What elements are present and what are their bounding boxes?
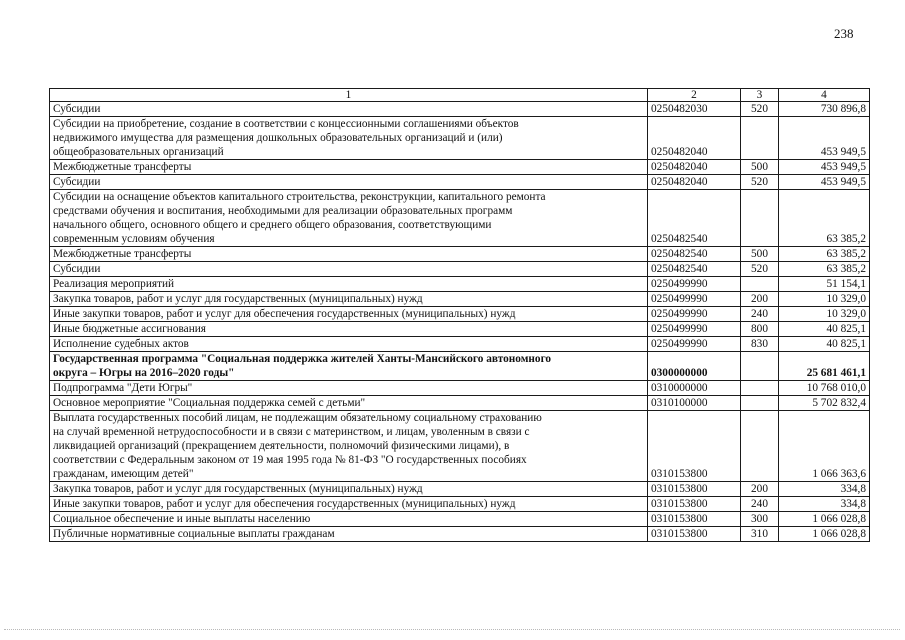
row-name-text: Основное мероприятие "Социальная поддержка семей с детьми" [53, 397, 366, 409]
row-code-cell: 0310153800 [648, 512, 741, 527]
row-type-cell [741, 381, 779, 396]
header-cell-code: 2 [648, 89, 741, 102]
row-type-cell: 310 [741, 527, 779, 542]
table-row [50, 117, 870, 160]
row-name-cell [50, 527, 648, 542]
row-name-text: Межбюджетные трансферты [53, 161, 192, 173]
row-type-cell [741, 277, 779, 292]
row-name-text: Иные закупки товаров, работ и услуг для обеспечения государственных (муниципальных) нужд [53, 308, 516, 320]
row-name-cell [50, 277, 648, 292]
row-code-cell: 0250499990 [648, 322, 741, 337]
row-name-text: Иные бюджетные ассигнования [53, 323, 206, 335]
row-sum-cell: 40 825,1 [779, 337, 870, 352]
row-code-cell: 0250499990 [648, 292, 741, 307]
table-header-row [50, 89, 870, 102]
row-name-text: Субсидии [53, 103, 101, 115]
table-row [50, 160, 870, 175]
row-sum-cell: 40 825,1 [779, 322, 870, 337]
row-sum-cell: 10 768 010,0 [779, 381, 870, 396]
row-type-cell: 500 [741, 247, 779, 262]
row-type-cell: 520 [741, 175, 779, 190]
row-sum-cell: 453 949,5 [779, 175, 870, 190]
header-cell-name: 1 [50, 89, 648, 102]
row-sum-cell: 51 154,1 [779, 277, 870, 292]
row-name-cell [50, 117, 648, 160]
row-name-text: Иные закупки товаров, работ и услуг для обеспечения государственных (муниципальных) нужд [53, 498, 516, 510]
row-sum-cell: 63 385,2 [779, 190, 870, 247]
row-type-cell: 800 [741, 322, 779, 337]
row-name-cell [50, 190, 648, 247]
row-sum-cell: 730 896,8 [779, 102, 870, 117]
table-row [50, 247, 870, 262]
row-type-cell: 240 [741, 497, 779, 512]
row-sum-cell: 10 329,0 [779, 307, 870, 322]
row-sum-cell: 453 949,5 [779, 160, 870, 175]
row-name-text: Исполнение судебных актов [53, 338, 189, 350]
header-cell-type: 3 [741, 89, 779, 102]
row-sum-cell: 334,8 [779, 482, 870, 497]
row-name-cell [50, 396, 648, 411]
row-sum-cell: 25 681 461,1 [779, 352, 870, 381]
row-type-cell [741, 117, 779, 160]
row-name-text: Реализация мероприятий [53, 278, 175, 290]
row-sum-cell: 1 066 363,6 [779, 411, 870, 482]
row-code-cell: 0250482030 [648, 102, 741, 117]
table-row [50, 262, 870, 277]
row-name-cell [50, 322, 648, 337]
row-name-text: Субсидии на приобретение, создание в соответствии с концессионными соглашениями объектов недвижимого имущества для размещения дошкольных образовательных организаций и (или) общеобразовательных организаций [53, 118, 519, 158]
table-row [50, 512, 870, 527]
row-code-cell: 0250482540 [648, 190, 741, 247]
budget-table [49, 88, 870, 542]
table-row [50, 292, 870, 307]
row-sum-cell: 10 329,0 [779, 292, 870, 307]
page-number: 238 [834, 26, 854, 41]
row-name-text: Субсидии [53, 263, 101, 275]
row-type-cell: 240 [741, 307, 779, 322]
row-name-cell [50, 160, 648, 175]
row-name-text: Субсидии [53, 176, 101, 188]
row-type-cell: 500 [741, 160, 779, 175]
row-type-cell: 300 [741, 512, 779, 527]
row-sum-cell: 63 385,2 [779, 247, 870, 262]
row-code-cell: 0250482540 [648, 262, 741, 277]
row-code-cell: 0250482040 [648, 175, 741, 190]
table-row [50, 482, 870, 497]
row-name-cell [50, 247, 648, 262]
table-row [50, 337, 870, 352]
row-code-cell: 0310000000 [648, 381, 741, 396]
row-name-text: Выплата государственных пособий лицам, не подлежащим обязательному социальному страхованию на случай временной нетрудоспособности и в связи с материнством, и лицам, уволенным в связи с ликвидацией организаций (прекращением деятельности, полномочий физическими лицами), в соответствии с Федеральным законом от 19 мая 1995 года № 81-ФЗ "О государственных пособиях гражданам, имеющим детей" [53, 412, 542, 480]
row-name-cell [50, 497, 648, 512]
row-code-cell: 0310153800 [648, 482, 741, 497]
row-type-cell [741, 352, 779, 381]
row-sum-cell: 63 385,2 [779, 262, 870, 277]
row-code-cell: 0250499990 [648, 307, 741, 322]
row-code-cell: 0310153800 [648, 527, 741, 542]
row-name-cell [50, 512, 648, 527]
row-type-cell: 200 [741, 292, 779, 307]
row-name-cell [50, 482, 648, 497]
row-code-cell: 0250499990 [648, 337, 741, 352]
table-row [50, 307, 870, 322]
row-name-text: Государственная программа "Социальная поддержка жителей Ханты-Мансийского автономного округа – Югры на 2016–2020 годы" [53, 353, 552, 379]
row-name-text: Межбюджетные трансферты [53, 248, 192, 260]
row-type-cell [741, 190, 779, 247]
table-row [50, 411, 870, 482]
table-row [50, 497, 870, 512]
row-name-text: Подпрограмма "Дети Югры" [53, 382, 193, 394]
header-cell-sum: 4 [779, 89, 870, 102]
row-name-text: Публичные нормативные социальные выплаты гражданам [53, 528, 335, 540]
row-name-text: Социальное обеспечение и иные выплаты населению [53, 513, 311, 525]
row-name-text: Закупка товаров, работ и услуг для государственных (муниципальных) нужд [53, 293, 423, 305]
row-name-text: Закупка товаров, работ и услуг для государственных (муниципальных) нужд [53, 483, 423, 495]
row-sum-cell: 334,8 [779, 497, 870, 512]
row-type-cell [741, 411, 779, 482]
row-type-cell: 520 [741, 262, 779, 277]
table-row [50, 381, 870, 396]
row-code-cell: 0300000000 [648, 352, 741, 381]
row-name-cell [50, 262, 648, 277]
row-type-cell: 200 [741, 482, 779, 497]
table-row [50, 190, 870, 247]
table-row [50, 175, 870, 190]
row-name-cell [50, 102, 648, 117]
table-row [50, 527, 870, 542]
row-sum-cell: 453 949,5 [779, 117, 870, 160]
row-name-cell [50, 292, 648, 307]
table-row [50, 277, 870, 292]
row-name-text: Субсидии на оснащение объектов капитального строительства, реконструкции, капитального ремонта средствами обучения и воспитания, необходимыми для реализации образовательных программ начального общего, основного общего и среднего общего образования, соответствующими современным условиям обучения [53, 191, 546, 245]
row-name-cell [50, 337, 648, 352]
row-code-cell: 0310153800 [648, 411, 741, 482]
table-row [50, 102, 870, 117]
row-name-cell [50, 411, 648, 482]
row-code-cell: 0250482040 [648, 160, 741, 175]
row-sum-cell: 1 066 028,8 [779, 527, 870, 542]
row-type-cell: 830 [741, 337, 779, 352]
row-sum-cell: 1 066 028,8 [779, 512, 870, 527]
row-code-cell: 0250499990 [648, 277, 741, 292]
row-type-cell [741, 396, 779, 411]
row-name-cell [50, 307, 648, 322]
row-code-cell: 0310153800 [648, 497, 741, 512]
row-code-cell: 0310100000 [648, 396, 741, 411]
row-code-cell: 0250482040 [648, 117, 741, 160]
table-row [50, 396, 870, 411]
row-name-cell [50, 175, 648, 190]
table-row [50, 352, 870, 381]
row-sum-cell: 5 702 832,4 [779, 396, 870, 411]
row-name-cell [50, 352, 648, 381]
row-name-cell [50, 381, 648, 396]
scan-edge-line [4, 629, 900, 630]
row-code-cell: 0250482540 [648, 247, 741, 262]
table-row [50, 322, 870, 337]
row-type-cell: 520 [741, 102, 779, 117]
